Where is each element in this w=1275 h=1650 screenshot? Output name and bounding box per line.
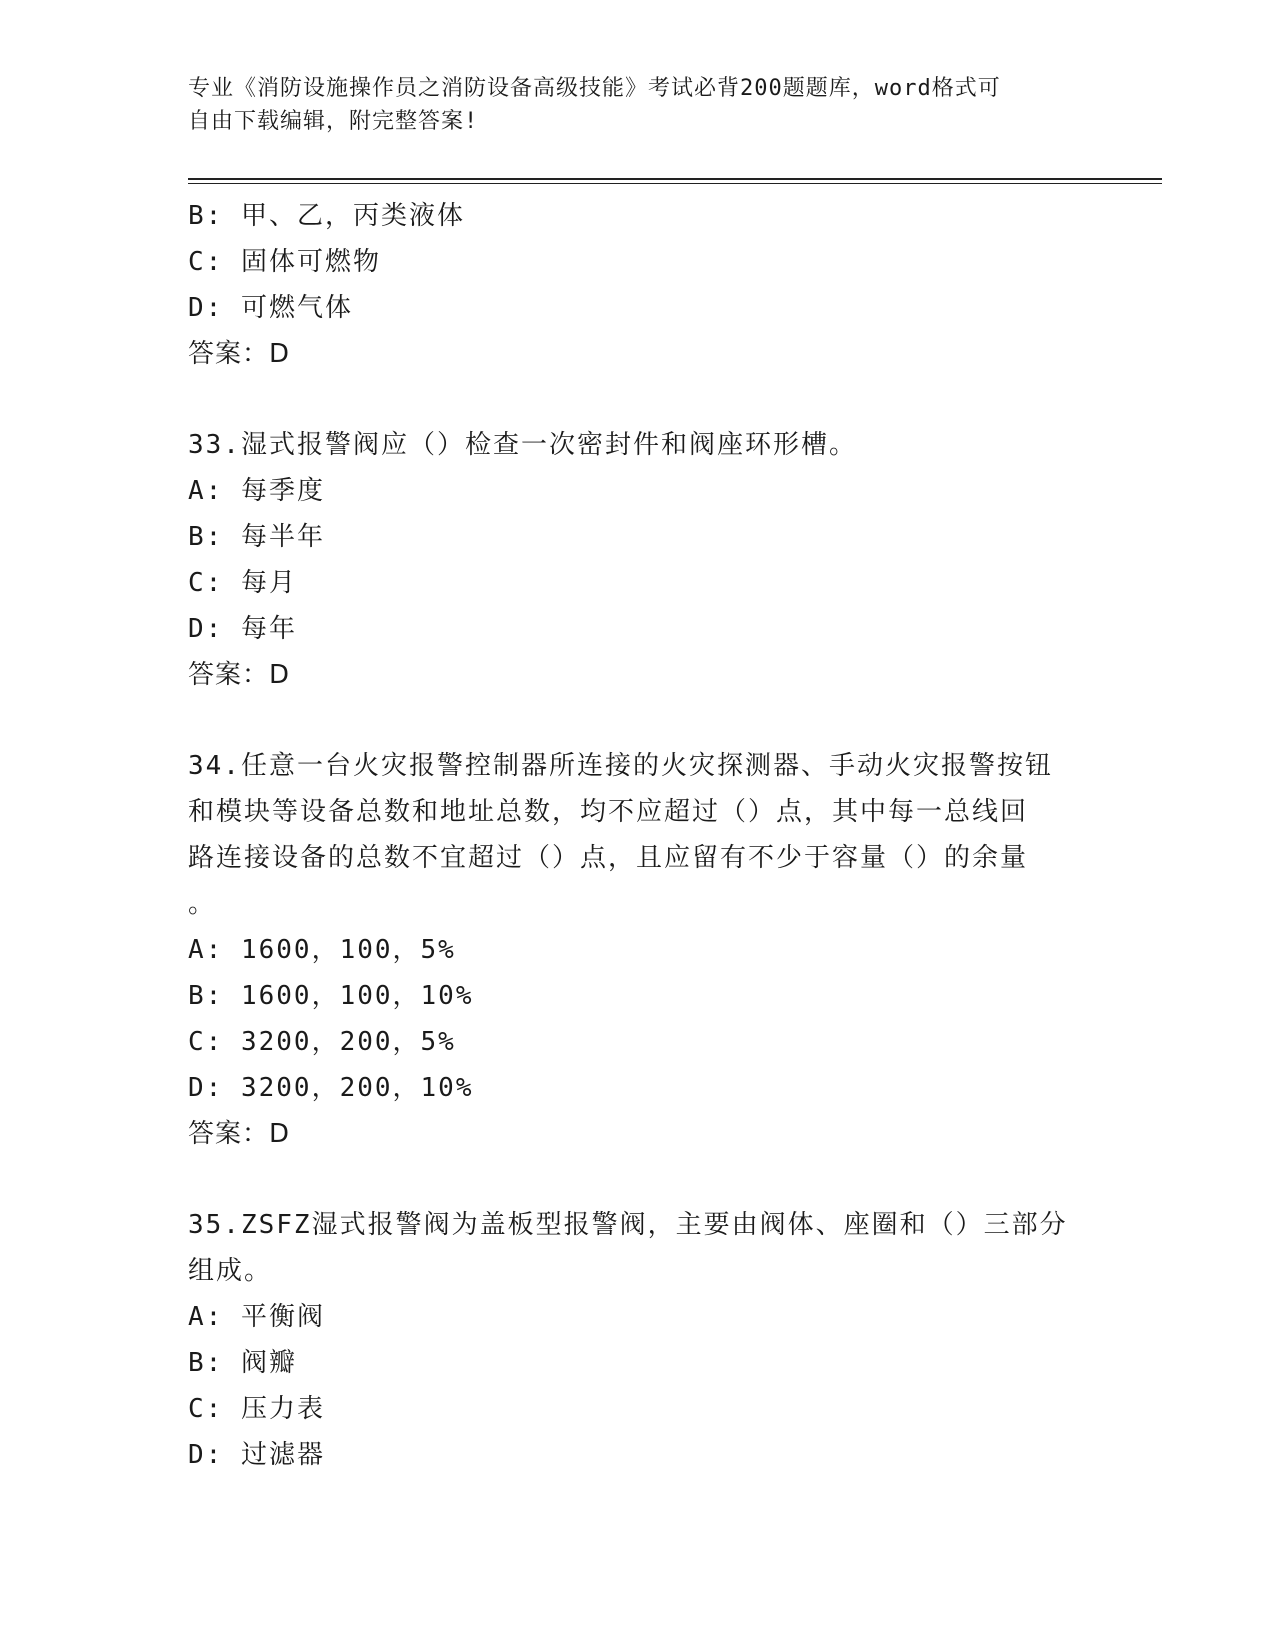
question-list — [188, 193, 1088, 1478]
document-header — [188, 72, 1088, 138]
question-33 — [188, 422, 1088, 698]
option-b: B: 1600，100，10% — [188, 981, 474, 1011]
option-b: B: 每半年 — [188, 522, 325, 552]
option-d: D: 每年 — [188, 614, 297, 644]
option-d: D: 3200，200，10% — [188, 1073, 474, 1103]
question-stem-line: 。 — [188, 889, 217, 919]
option-d: D: 可燃气体 — [188, 293, 353, 323]
option-c: C: 压力表 — [188, 1394, 325, 1424]
header-line-2: 自由下载编辑，附完整答案! — [188, 109, 479, 134]
question-32-tail — [188, 193, 1088, 377]
header-rule-thin — [188, 183, 1162, 184]
option-a: A: 平衡阀 — [188, 1302, 325, 1332]
question-stem-line: 路连接设备的总数不宜超过（）点，且应留有不少于容量（）的余量 — [188, 843, 1029, 873]
option-c: C: 3200，200，5% — [188, 1027, 456, 1057]
option-a: A: 每季度 — [188, 476, 325, 506]
question-stem-line: 和模块等设备总数和地址总数，均不应超过（）点，其中每一总线回 — [188, 797, 1029, 827]
question-stem-line: 组成。 — [188, 1256, 273, 1286]
option-c: C: 固体可燃物 — [188, 247, 381, 277]
option-b: B: 甲、乙，丙类液体 — [188, 201, 465, 231]
option-c: C: 每月 — [188, 568, 297, 598]
question-stem: 33.湿式报警阀应（）检查一次密封件和阀座环形槽。 — [188, 430, 857, 460]
answer: 答案：D — [188, 660, 291, 690]
question-34 — [188, 743, 1088, 1157]
option-a: A: 1600，100，5% — [188, 935, 456, 965]
question-35 — [188, 1202, 1088, 1478]
answer: 答案：D — [188, 339, 291, 369]
header-line-1: 专业《消防设施操作员之消防设备高级技能》考试必背200题题库，word格式可 — [188, 76, 1001, 101]
option-b: B: 阀瓣 — [188, 1348, 297, 1378]
question-stem-line: 35.ZSFZ湿式报警阀为盖板型报警阀，主要由阀体、座圈和（）三部分 — [188, 1210, 1068, 1240]
answer: 答案：D — [188, 1119, 291, 1149]
option-d: D: 过滤器 — [188, 1440, 325, 1470]
header-rule — [188, 178, 1162, 180]
question-stem-line: 34.任意一台火灾报警控制器所连接的火灾探测器、手动火灾报警按钮 — [188, 751, 1053, 781]
